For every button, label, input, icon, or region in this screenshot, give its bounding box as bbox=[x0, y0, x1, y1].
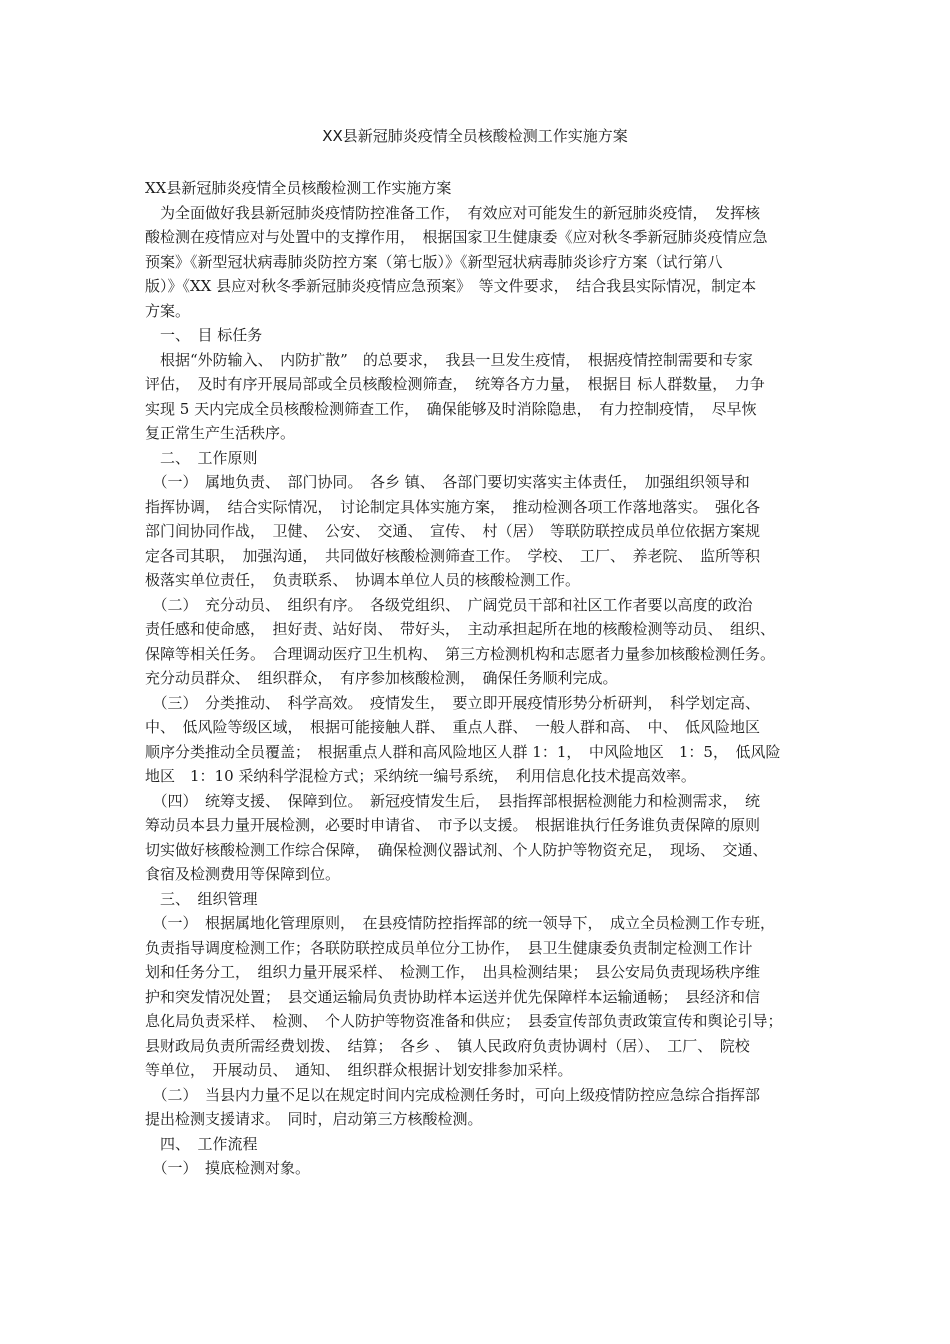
text-line: 二、 工作原则 bbox=[145, 448, 258, 467]
document-subtitle: XX县新冠肺炎疫情全员核酸检测工作实施方案 bbox=[145, 179, 452, 197]
text-line: 保障等相关任务。 合理调动医疗卫生机构、 第三方检测机构和志愿者力量参加核酸检测任务。 bbox=[145, 644, 776, 663]
document-title: XX县新冠肺炎疫情全员核酸检测工作实施方案 bbox=[322, 127, 628, 145]
text-line: （一） 摸底检测对象。 bbox=[145, 1159, 311, 1177]
text-line: 预案》《新型冠状病毒肺炎防控方案（第七版）》《新型冠状病毒肺炎诊疗方案（试行第八 bbox=[145, 252, 723, 271]
text-line: 实现 5 天内完成全员核酸检测筛查工作， 确保能够及时消除隐患， 有力控制疫情， 尽早恢 bbox=[145, 399, 757, 418]
text-line: 息化局负责采样、 检测、 个人防护等物资准备和供应； 县委宣传部负责政策宣传和舆论引导； bbox=[145, 1012, 783, 1030]
text-line: 指挥协调， 结合实际情况， 讨论制定具体实施方案， 推动检测各项工作落地落实。 强化各 bbox=[145, 497, 761, 516]
text-line: 筹动员本县力量开展检测，必要时申请省、 市予以支援。 根据谁执行任务谁负责保障的原则 bbox=[145, 816, 761, 834]
text-line: （二） 充分动员、 组织有序。 各级党组织、 广阔党员干部和社区工作者要以高度的政治 bbox=[145, 595, 753, 614]
text-line: 根据“外防输入、 内防扩散” 的总要求， 我县一旦发生疫情， 根据疫情控制需要和专家 bbox=[145, 350, 753, 369]
text-line: 三、 组织管理 bbox=[145, 889, 258, 908]
text-line: 县财政局负责所需经费划拨、 结算； 各乡 、 镇人民政府负责协调村（居）、 工厂、 院校 bbox=[145, 1036, 750, 1055]
text-line: 方案。 bbox=[145, 301, 191, 320]
text-line: 划和任务分工， 组织力量开展采样、 检测工作， 出具检测结果； 县公安局负责现场秩序维 bbox=[145, 963, 761, 981]
text-line: 评估， 及时有序开展局部或全员核酸检测筛查， 统筹各方力量， 根据目 标人群数量， 力争 bbox=[145, 375, 765, 393]
text-line: 复正常生产生活秩序。 bbox=[145, 424, 296, 442]
text-line: （二） 当县内力量不足以在规定时间内完成检测任务时，可向上级疫情防控应急综合指挥部 bbox=[145, 1085, 761, 1104]
text-line: 提出检测支援请求。 同时，启动第三方核酸检测。 bbox=[145, 1110, 483, 1128]
text-line: 责任感和使命感， 担好责、站好岗、 带好头， 主动承担起所在地的核酸检测等动员、 组织、 bbox=[145, 620, 776, 638]
text-line: 负责指导调度检测工作；各联防联控成员单位分工协作， 县卫生健康委负责制定检测工作计 bbox=[145, 938, 753, 957]
text-line: 地区 1：10 采纳科学混检方式；采纳统一编号系统， 利用信息化技术提高效率。 bbox=[145, 767, 696, 785]
text-line: （一） 属地负责、 部门协同。 各乡 镇、 各部门要切实落实主体责任， 加强组织领导和 bbox=[145, 473, 750, 491]
text-line: 版）》《XX 县应对秋冬季新冠肺炎疫情应急预案》 等文件要求， 结合我县实际情况，制定本 bbox=[145, 277, 757, 295]
text-line: 一、 目 标任务 bbox=[145, 326, 263, 344]
text-line: 切实做好核酸检测工作综合保障， 确保检测仪器试剂、个人防护等物资充足， 现场、 交通、 bbox=[145, 840, 768, 859]
text-line: 顺序分类推动全员覆盖； 根据重点人群和高风险地区人群 1：1， 中风险地区 1：5， 低风险 bbox=[145, 742, 781, 761]
document-body bbox=[145, 176, 817, 1181]
text-line: 食宿及检测费用等保障到位。 bbox=[145, 865, 341, 883]
text-line: 中、 低风险等级区域， 根据可能接触人群、 重点人群、 一般人群和高、 中、 低风险地区 bbox=[145, 718, 761, 736]
text-line: （三） 分类推动、 科学高效。 疫情发生， 要立即开展疫情形势分析研判， 科学划定高、 bbox=[145, 693, 761, 712]
text-line: （四） 统筹支援、 保障到位。 新冠疫情发生后， 县指挥部根据检测能力和检测需求， 统 bbox=[145, 791, 761, 810]
text-line: 部门间协同作战， 卫健、 公安、 交通、 宣传、 村（居） 等联防联控成员单位依据方案规 bbox=[145, 522, 761, 540]
text-line: 等单位， 开展动员、 通知、 组织群众根据计划安排参加采样。 bbox=[145, 1061, 573, 1079]
text-line: 护和突发情况处置； 县交通运输局负责协助样本运送并优先保障样本运输通畅； 县经济和信 bbox=[145, 987, 761, 1006]
text-line: 四、 工作流程 bbox=[145, 1134, 258, 1153]
text-line: 酸检测在疫情应对与处置中的支撑作用， 根据国家卫生健康委《应对秋冬季新冠肺炎疫情应急 bbox=[145, 228, 768, 246]
text-line: 充分动员群众、 组织群众， 有序参加核酸检测， 确保任务顺利完成。 bbox=[145, 669, 618, 687]
text-line: 为全面做好我县新冠肺炎疫情防控准备工作， 有效应对可能发生的新冠肺炎疫情， 发挥核 bbox=[145, 203, 761, 222]
text-line: 极落实单位责任， 负责联系、 协调本单位人员的核酸检测工作。 bbox=[145, 571, 581, 589]
text-line: 定各司其职， 加强沟通， 共同做好核酸检测筛查工作。 学校、 工厂、 养老院、 监所等积 bbox=[145, 546, 761, 565]
text-line: （一） 根据属地化管理原则， 在县疫情防控指挥部的统一领导下， 成立全员检测工作专班， bbox=[145, 914, 776, 932]
